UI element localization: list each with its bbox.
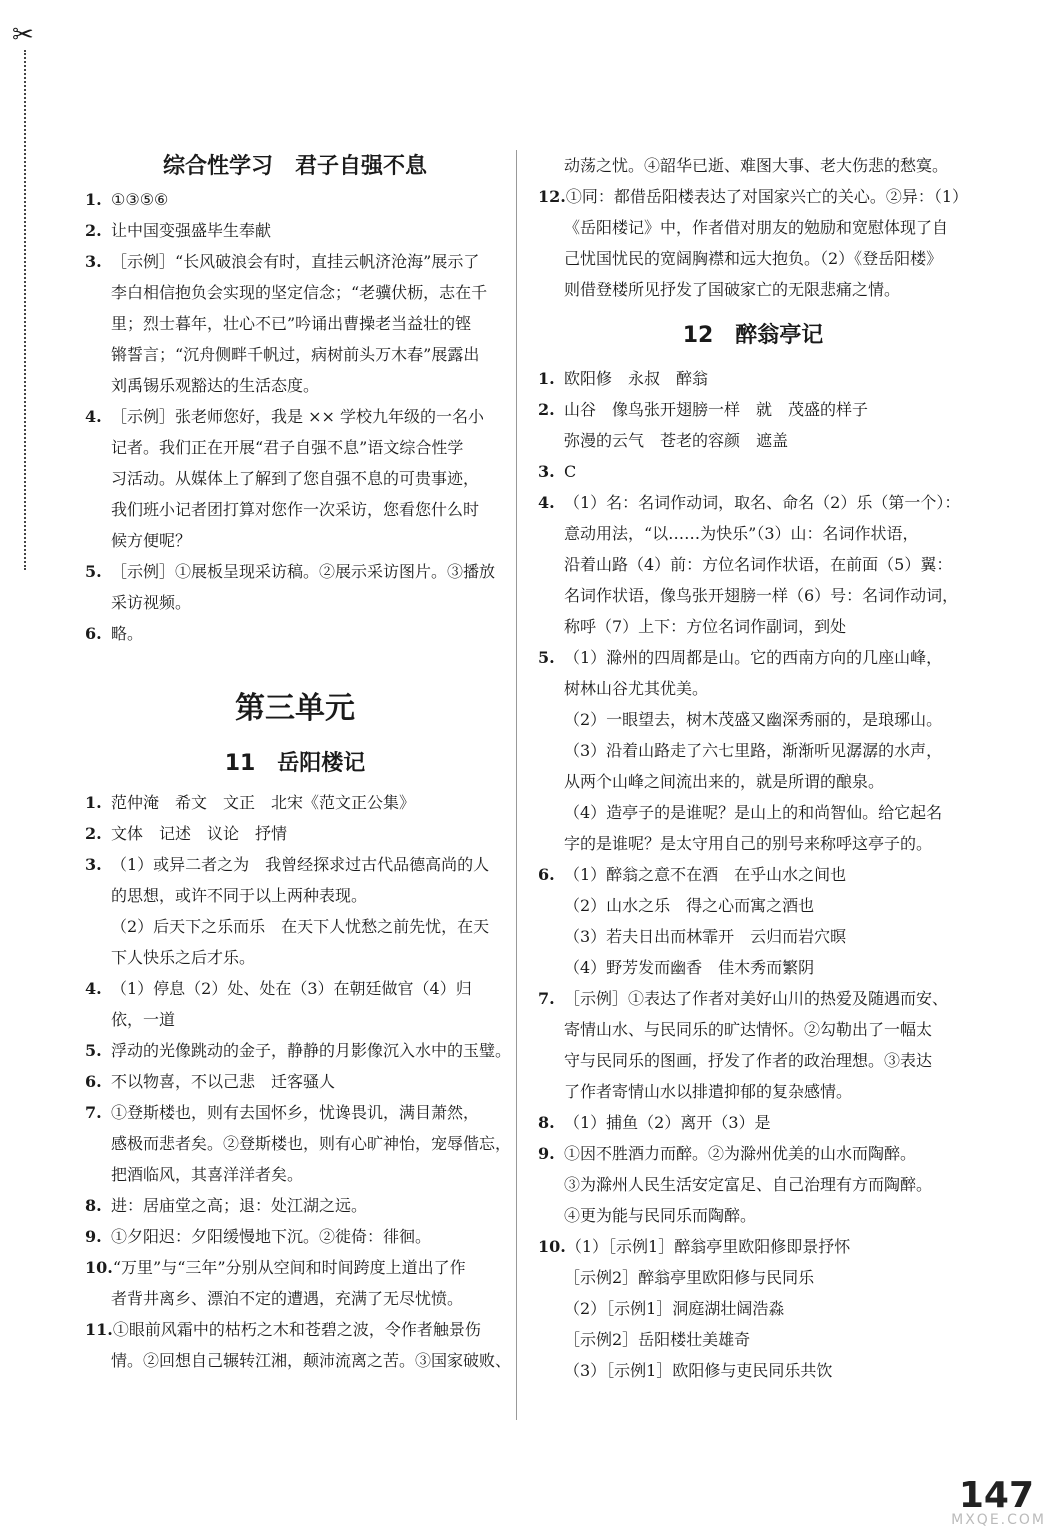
answer-line: [538, 1045, 968, 1076]
answer-number: 7.: [85, 1103, 102, 1122]
answer-line: [85, 942, 505, 973]
answer-number: 6.: [85, 624, 102, 643]
answer-number: 12.: [538, 187, 566, 206]
answer-text: （3）若夫日出而林霏开 云归而岩穴暝: [564, 927, 847, 946]
answer-line: [85, 1252, 505, 1283]
answer-line: [85, 1159, 505, 1190]
answer-line: [538, 673, 968, 704]
answer-text: 我们班小记者团打算对您作一次采访，您看您什么时: [111, 500, 480, 519]
answer-number: 4.: [538, 493, 555, 512]
answer-line: [85, 618, 505, 649]
answer-text: “万里”与“三年”分别从空间和时间跨度上道出了作: [112, 1258, 466, 1277]
answer-text: （4）造亭子的是谁呢？是山上的和尚智仙。给它起名: [564, 803, 943, 822]
answer-line: [538, 394, 968, 425]
answer-line: [85, 246, 505, 277]
answer-text: （1）滁州的四周都是山。它的西南方向的几座山峰，: [564, 648, 943, 667]
answer-text: 采访视频。: [111, 593, 192, 612]
answer-text: 动荡之忧。④韶华已逝、难图大事、老大伤悲的愁寞。: [564, 156, 949, 175]
answer-text: 依，一道: [111, 1010, 176, 1029]
answer-text: 树林山谷尤其优美。: [564, 679, 709, 698]
answer-number: 5.: [85, 1041, 102, 1060]
answer-text: 的思想，或许不同于以上两种表现。: [111, 886, 368, 905]
answer-text: （2）一眼望去，树木茂盛又幽深秀丽的，是琅琊山。: [564, 710, 943, 729]
answer-line: [538, 212, 968, 243]
answer-text: （1）或异二者之为 我曾经探求过古代品德高尚的人: [111, 855, 490, 874]
answer-number: 3.: [85, 252, 102, 271]
answer-line: [538, 150, 968, 181]
answer-line: [85, 1190, 505, 1221]
answer-line: [85, 1097, 505, 1128]
answer-number: 3.: [85, 855, 102, 874]
answer-text: 进：居庙堂之高；退：处江湖之远。: [111, 1196, 368, 1215]
answer-text: 把酒临风，其喜洋洋者矣。: [111, 1165, 304, 1184]
answer-line: [538, 642, 968, 673]
answer-line: [85, 401, 505, 432]
answer-line: [538, 456, 968, 487]
answer-text: 下人快乐之后才乐。: [111, 948, 256, 967]
answer-line: [85, 849, 505, 880]
answer-text: ①③⑤⑥: [111, 190, 169, 209]
answer-text: 候方便呢？: [111, 531, 192, 550]
answer-line: [538, 1231, 968, 1262]
answer-line: [538, 518, 968, 549]
section-title-zuiweng: 12 醉翁亭记: [682, 323, 824, 348]
answer-text: （2）［示例1］洞庭湖壮阔浩淼: [564, 1299, 785, 1318]
answer-number: 5.: [538, 648, 555, 667]
answer-line: [85, 1004, 505, 1035]
answer-text: （1）停息（2）处、处在（3）在朝廷做官（4）归: [111, 979, 472, 998]
answer-text: 者背井离乡、漂泊不定的遭遇，充满了无尽忧愤。: [111, 1289, 464, 1308]
answer-line: [85, 818, 505, 849]
answer-text: （1）醉翁之意不在酒 在乎山水之间也: [564, 865, 847, 884]
answer-text: 李白相信抱负会实现的坚定信念；“老骥伏枥，志在千: [111, 283, 488, 302]
answer-line: [85, 1283, 505, 1314]
answers-zuiweng: [538, 363, 968, 1386]
answer-line: [85, 308, 505, 339]
section-title-comprehensive: 综合性学习 君子自强不息: [162, 154, 427, 179]
answer-number: 6.: [538, 865, 555, 884]
answer-text: 习活动。从媒体上了解到了您自强不息的可贵事迹，: [111, 469, 480, 488]
answer-text: 山谷 像鸟张开翅膀一样 就 茂盛的样子: [564, 400, 869, 419]
answer-number: 1.: [85, 190, 102, 209]
answer-line: [85, 432, 505, 463]
answer-text: 不以物喜，不以己悲 迁客骚人: [111, 1072, 336, 1091]
answer-text: （2）后天下之乐而乐 在天下人忧愁之前先忧，在天: [111, 917, 490, 936]
answer-number: 4.: [85, 979, 102, 998]
answer-text: ①夕阳迟：夕阳缓慢地下沉。②徙倚：徘徊。: [111, 1227, 432, 1246]
answer-number: 10.: [538, 1237, 566, 1256]
answer-line: [538, 580, 968, 611]
answer-text: ①眼前风霜中的枯朽之木和苍碧之波，令作者触景伤: [112, 1320, 481, 1339]
answer-text: ③为滁州人民生活安定富足、自己治理有方而陶醉。: [564, 1175, 933, 1194]
answer-line: [85, 973, 505, 1004]
answer-line: [85, 494, 505, 525]
answer-text: （3）沿着山路走了六七里路，渐渐听见潺潺的水声，: [564, 741, 943, 760]
answer-line: [538, 549, 968, 580]
answer-line: [538, 952, 968, 983]
answer-number: 9.: [85, 1227, 102, 1246]
answer-line: [85, 463, 505, 494]
answer-line: [538, 1014, 968, 1045]
answer-line: [538, 921, 968, 952]
answer-text: ［示例］①展板呈现采访稿。②展示采访图片。③播放: [111, 562, 496, 581]
left-column: [85, 150, 512, 1376]
answer-number: 2.: [85, 221, 102, 240]
answer-number: 1.: [538, 369, 555, 388]
answer-text: 意动用法，“以……为快乐”（3）山：名词作状语，: [564, 524, 919, 543]
answer-line: [85, 587, 505, 618]
answer-text: ①登斯楼也，则有去国怀乡，忧谗畏讥，满目萧然，: [111, 1103, 480, 1122]
answer-line: [538, 1169, 968, 1200]
answers-yueyang: [85, 787, 512, 1376]
answer-line: [85, 1128, 512, 1159]
answer-text: 则借登楼所见抒发了国破家亡的无限悲痛之情。: [564, 280, 901, 299]
answer-line: [538, 611, 968, 642]
answer-line: [85, 556, 505, 587]
answer-text: 情。②回想自己辗转江湘，颠沛流离之苦。③国家破败、: [111, 1351, 512, 1370]
answer-line: [538, 983, 968, 1014]
right-column: [538, 150, 968, 1386]
answer-text: ［示例2］岳阳楼壮美雄奇: [564, 1330, 751, 1349]
answer-text: （4）野芳发而幽香 佳木秀而繁阴: [564, 958, 815, 977]
answer-line: [85, 911, 505, 942]
answer-line: [85, 1314, 505, 1345]
answer-text: 略。: [111, 624, 144, 643]
answer-line: [85, 1221, 505, 1252]
answer-text: 了作者寄情山水以排遣抑郁的复杂感情。: [564, 1082, 853, 1101]
answer-text: 记者。我们正在开展“君子自强不息”语文综合性学: [111, 438, 464, 457]
cut-line: [24, 50, 26, 570]
answer-text: 《岳阳楼记》中，作者借对朋友的勉励和宽慰体现了自: [564, 218, 949, 237]
answer-text: ［示例］张老师您好，我是 ×× 学校九年级的一名小: [111, 407, 484, 426]
answer-text: 浮动的光像跳动的金子，静静的月影像沉入水中的玉璧。: [111, 1041, 512, 1060]
answer-text: （1）名：名词作动词，取名、命名（2）乐（第一个）：: [564, 493, 961, 512]
answer-text: 文体 记述 议论 抒情: [111, 824, 288, 843]
answer-line: [538, 735, 968, 766]
answer-text: ④更为能与民同乐而陶醉。: [564, 1206, 757, 1225]
answer-line: [538, 1138, 968, 1169]
answer-line: [538, 1200, 968, 1231]
answer-line: [85, 1345, 512, 1376]
answer-text: ［示例］①表达了作者对美好山川的热爱及随遇而安、: [564, 989, 949, 1008]
answer-line: [538, 797, 968, 828]
answers-comprehensive: [85, 184, 505, 649]
answer-number: 10.: [85, 1258, 113, 1277]
answer-text: 感极而悲者矣。②登斯楼也，则有心旷神怡，宠辱偕忘，: [111, 1134, 512, 1153]
answer-line: [85, 184, 505, 215]
answer-line: [538, 1076, 968, 1107]
unit-title: 第三单元: [235, 691, 355, 726]
answer-text: （2）山水之乐 得之心而寓之酒也: [564, 896, 815, 915]
answer-line: [538, 890, 968, 921]
watermark: MXQE.COM: [951, 1512, 1046, 1528]
answer-text: 守与民同乐的图画，抒发了作者的政治理想。③表达: [564, 1051, 933, 1070]
answer-text: 让中国变强盛毕生奉献: [111, 221, 272, 240]
answer-text: 名词作状语，像鸟张开翅膀一样（6）号：名词作动词，: [564, 586, 959, 605]
answer-line: [85, 1035, 512, 1066]
answer-text: 刘禹锡乐观豁达的生活态度。: [111, 376, 320, 395]
answer-line: [538, 704, 968, 735]
answer-text: 范仲淹 希文 文正 北宋《范文正公集》: [111, 793, 416, 812]
answer-text: ［示例］“长风破浪会有时，直挂云帆济沧海”展示了: [111, 252, 480, 271]
answer-number: 9.: [538, 1144, 555, 1163]
answer-text: （1）捕鱼（2）离开（3）是: [564, 1113, 771, 1132]
answer-line: [85, 277, 505, 308]
answer-line: [85, 787, 505, 818]
answer-text: C: [564, 462, 577, 481]
answer-number: 7.: [538, 989, 555, 1008]
answer-text: 称呼（7）上下：方位名词作副词，到处: [564, 617, 847, 636]
answer-line: [538, 274, 968, 305]
answer-line: [538, 1262, 968, 1293]
answer-number: 2.: [538, 400, 555, 419]
answer-text: （1）［示例1］醉翁亭里欧阳修即景抒怀: [565, 1237, 851, 1256]
scissors-icon: ✂: [12, 20, 34, 50]
answer-text: （3）［示例1］欧阳修与吏民同乐共饮: [564, 1361, 833, 1380]
answer-line: [538, 1293, 968, 1324]
answer-line: [85, 339, 505, 370]
answer-line: [538, 1355, 968, 1386]
answer-text: 字的是谁呢？是太守用自己的别号来称呼这亭子的。: [564, 834, 933, 853]
answer-line: [538, 1324, 968, 1355]
answer-line: [85, 525, 505, 556]
answer-text: 从两个山峰之间流出来的，就是所谓的酿泉。: [564, 772, 885, 791]
answer-text: ①同：都借岳阳楼表达了对国家兴亡的关心。②异：（1）: [565, 187, 969, 206]
answer-number: 3.: [538, 462, 555, 481]
page-number: 147: [958, 1475, 1034, 1516]
answer-number: 4.: [85, 407, 102, 426]
answer-number: 2.: [85, 824, 102, 843]
answer-line: [538, 859, 968, 890]
answer-number: 8.: [538, 1113, 555, 1132]
column-divider: [516, 150, 517, 1420]
answer-line: [538, 1107, 968, 1138]
answer-text: ①因不胜酒力而醉。②为滁州优美的山水而陶醉。: [564, 1144, 917, 1163]
answer-text: 里；烈士暮年，壮心不已”吟诵出曹操老当益壮的铿: [111, 314, 472, 333]
answer-text: 锵誓言；“沉舟侧畔千帆过，病树前头万木春”展露出: [111, 345, 480, 364]
answer-text: 弥漫的云气 苍老的容颜 遮盖: [564, 431, 789, 450]
answer-text: 沿着山路（4）前：方位名词作状语，在前面（5）翼：: [564, 555, 953, 574]
answer-text: 寄情山水、与民同乐的旷达情怀。②勾勒出了一幅太: [564, 1020, 933, 1039]
answer-line: [85, 880, 505, 911]
answer-line: [538, 243, 968, 274]
section-title-yueyang: 11 岳阳楼记: [224, 751, 366, 776]
answer-number: 11.: [85, 1320, 113, 1339]
answer-line: [538, 363, 968, 394]
answer-text: 欧阳修 永叔 醉翁: [564, 369, 709, 388]
answer-line: [538, 766, 968, 797]
answer-text: 己忧国忧民的宽阔胸襟和远大抱负。（2）《登岳阳楼》: [564, 249, 943, 268]
answer-line: [85, 1066, 505, 1097]
answer-line: [538, 828, 968, 859]
answer-number: 5.: [85, 562, 102, 581]
answer-line: [538, 487, 968, 518]
answer-line: [538, 181, 968, 212]
answer-number: 8.: [85, 1196, 102, 1215]
answer-line: [85, 215, 505, 246]
answers-yueyang-continued: [538, 150, 968, 305]
answer-number: 1.: [85, 793, 102, 812]
answer-line: [85, 370, 505, 401]
answer-number: 6.: [85, 1072, 102, 1091]
answer-text: ［示例2］醉翁亭里欧阳修与民同乐: [564, 1268, 815, 1287]
answer-line: [538, 425, 968, 456]
